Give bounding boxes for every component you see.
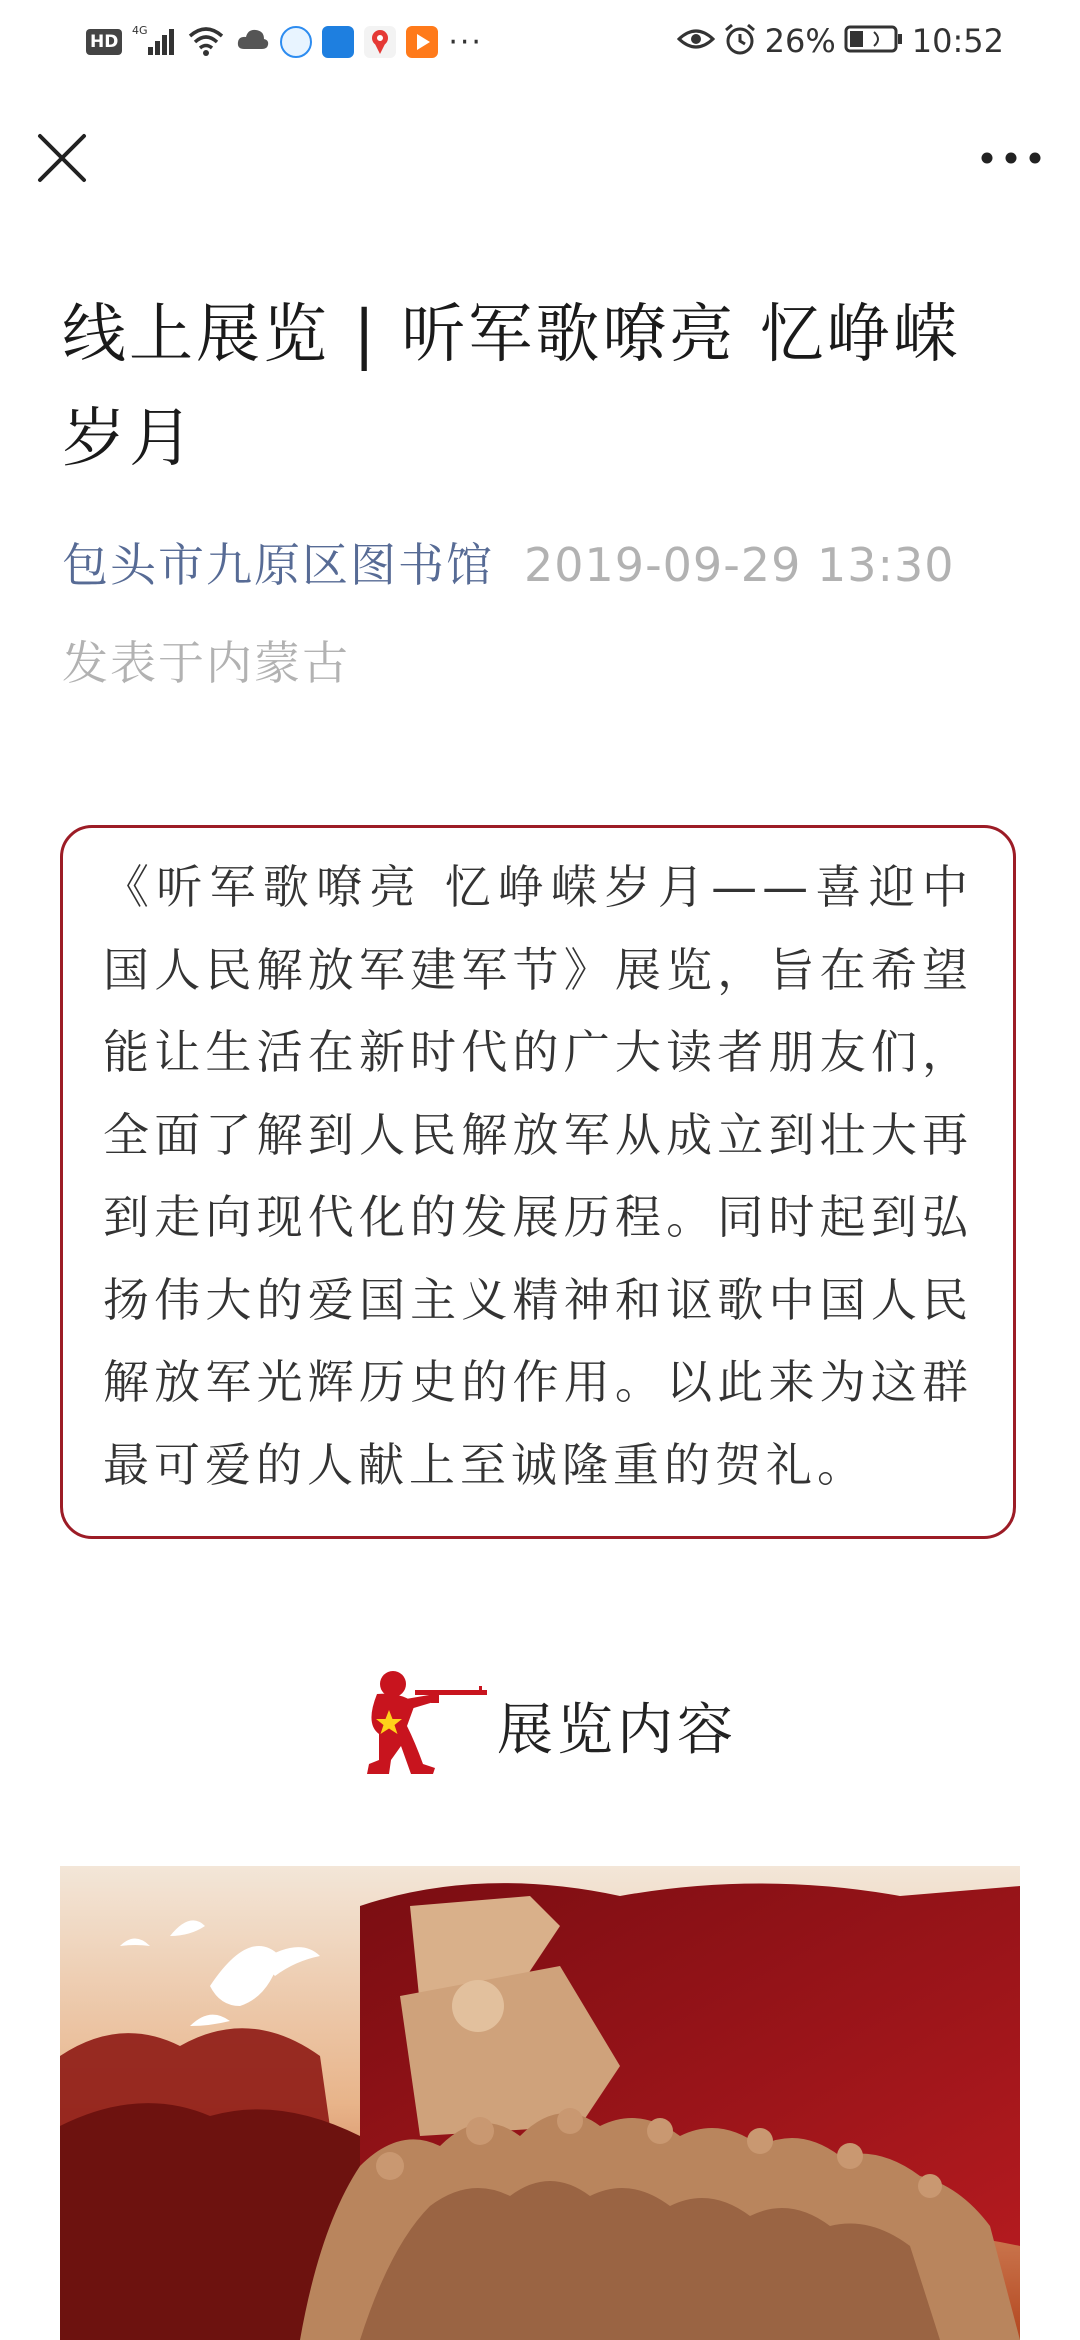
status-bar-right <box>677 18 1004 64</box>
status-bar-left <box>86 22 483 62</box>
close-button[interactable] <box>34 130 90 186</box>
clock: 10:52 <box>911 22 1004 60</box>
browser-app-icon <box>280 26 312 58</box>
hd-badge: HD <box>86 29 122 55</box>
intro-text: 《听军歌嘹亮 忆峥嵘岁月——喜迎中国人民解放军建军节》展览，旨在希望能让生活在新时代的广大读者朋友们，全面了解到人民解放军从成立到壮大再到走向现代化的发展历程。同时起到弘扬伟大的爱国主义精神和讴歌中国人民解放军光辉历史的作用。以此来为这群最可爱的人献上至诚隆重的贺礼。 <box>103 860 973 1492</box>
article-meta <box>62 535 955 595</box>
eye-comfort-icon <box>677 24 715 58</box>
battery-percent: 26% <box>764 22 836 60</box>
banner-illustration <box>60 1866 1020 2340</box>
alarm-icon <box>723 22 757 60</box>
publish-date: 2019-09-29 13:30 <box>524 538 955 592</box>
section-title: 展览内容 <box>497 1698 737 1763</box>
wifi-icon <box>186 23 226 61</box>
more-dots-icon <box>976 130 1046 186</box>
publish-location: 发表于内蒙古 <box>62 636 350 690</box>
network-type: 4G <box>132 24 148 37</box>
map-app-icon <box>364 26 396 58</box>
news-app-icon <box>322 26 354 58</box>
article-title: 线上展览 | 听军歌嘹亮 忆峥嵘岁月 <box>62 298 961 476</box>
soldier-silhouette-icon <box>345 1664 495 1784</box>
status-bar <box>0 0 1080 84</box>
author-link[interactable]: 包头市九原区图书馆 <box>62 538 494 592</box>
intro-box <box>60 825 1016 1539</box>
battery-icon <box>844 24 904 58</box>
cloud-icon <box>236 25 270 59</box>
more-button[interactable] <box>976 130 1046 186</box>
video-app-icon <box>406 26 438 58</box>
exhibition-banner-image[interactable] <box>60 1866 1020 2340</box>
section-heading <box>0 1662 1080 1792</box>
more-notifications-icon: ··· <box>448 24 483 60</box>
close-icon <box>34 130 90 186</box>
signal-icon <box>132 23 176 61</box>
